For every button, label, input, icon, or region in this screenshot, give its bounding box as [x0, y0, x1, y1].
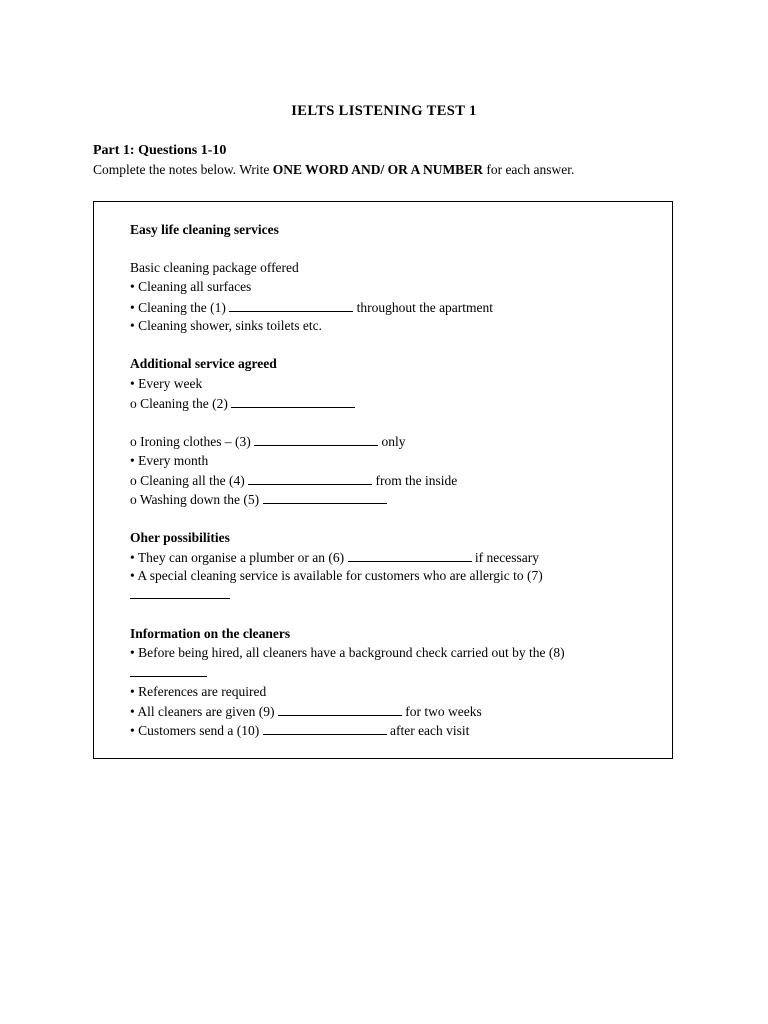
- question-3-text: o Ironing clothes – (3): [130, 434, 255, 449]
- question-1-suffix: throughout the apartment: [353, 300, 494, 315]
- answer-blank-8[interactable]: [130, 664, 207, 677]
- section-heading-other-possibilities: Oher possibilities: [130, 530, 230, 545]
- question-8-line: • Before being hired, all cleaners have a background check carried out by the (8): [130, 645, 565, 660]
- question-5-text: o Washing down the (5): [130, 492, 263, 507]
- question-10-text: • Customers send a (10): [130, 723, 263, 738]
- part-heading: Part 1: Questions 1-10: [93, 143, 227, 158]
- answer-blank-10[interactable]: [263, 722, 387, 735]
- instructions: [93, 162, 574, 178]
- answer-blank-7[interactable]: [130, 586, 230, 599]
- list-item: • References are required: [130, 684, 267, 699]
- list-item: • Every week: [130, 376, 203, 391]
- question-2-line: [130, 395, 355, 412]
- question-4-suffix: from the inside: [372, 473, 458, 488]
- answer-blank-6[interactable]: [348, 549, 472, 562]
- question-10-line: [130, 722, 469, 739]
- answer-blank-7-line: [130, 586, 230, 603]
- question-10-suffix: after each visit: [386, 723, 470, 738]
- answer-blank-1[interactable]: [229, 299, 353, 312]
- page-title: IELTS LISTENING TEST 1: [291, 103, 477, 119]
- answer-blank-9[interactable]: [278, 703, 402, 716]
- question-4-line: [130, 472, 457, 489]
- section-heading-additional-service: Additional service agreed: [130, 356, 277, 371]
- question-9-line: [130, 703, 482, 720]
- question-4-text: o Cleaning all the (4): [130, 473, 249, 488]
- question-7-line: • A special cleaning service is available for customers who are allergic to (7): [130, 568, 543, 583]
- answer-blank-4[interactable]: [248, 472, 372, 485]
- answer-blank-8-line: [130, 664, 207, 681]
- instructions-after: for each answer.: [482, 162, 575, 177]
- question-6-line: [130, 549, 539, 566]
- question-3-suffix: only: [378, 434, 406, 449]
- instructions-emphasis: ONE WORD AND/ OR A NUMBER: [272, 162, 483, 177]
- answer-blank-3[interactable]: [254, 433, 378, 446]
- question-6-text: • They can organise a plumber or an (6): [130, 550, 348, 565]
- list-item: • Cleaning shower, sinks toilets etc.: [130, 318, 323, 333]
- section-heading-cleaners-info: Information on the cleaners: [130, 626, 291, 641]
- list-item: • Cleaning all surfaces: [130, 279, 252, 294]
- question-1-line: [130, 299, 493, 316]
- list-item: • Every month: [130, 453, 209, 468]
- package-intro: Basic cleaning package offered: [130, 260, 299, 275]
- question-6-suffix: if necessary: [471, 550, 539, 565]
- question-9-suffix: for two weeks: [401, 704, 482, 719]
- answer-blank-2[interactable]: [231, 395, 355, 408]
- question-3-line: [130, 433, 406, 450]
- question-1-text: • Cleaning the (1): [130, 300, 230, 315]
- instructions-before: Complete the notes below. Write: [93, 162, 273, 177]
- question-2-text: o Cleaning the (2): [130, 396, 232, 411]
- question-5-line: [130, 491, 387, 508]
- question-9-text: • All cleaners are given (9): [130, 704, 278, 719]
- section-heading-cleaning-services: Easy life cleaning services: [130, 222, 279, 237]
- answer-blank-5[interactable]: [263, 491, 387, 504]
